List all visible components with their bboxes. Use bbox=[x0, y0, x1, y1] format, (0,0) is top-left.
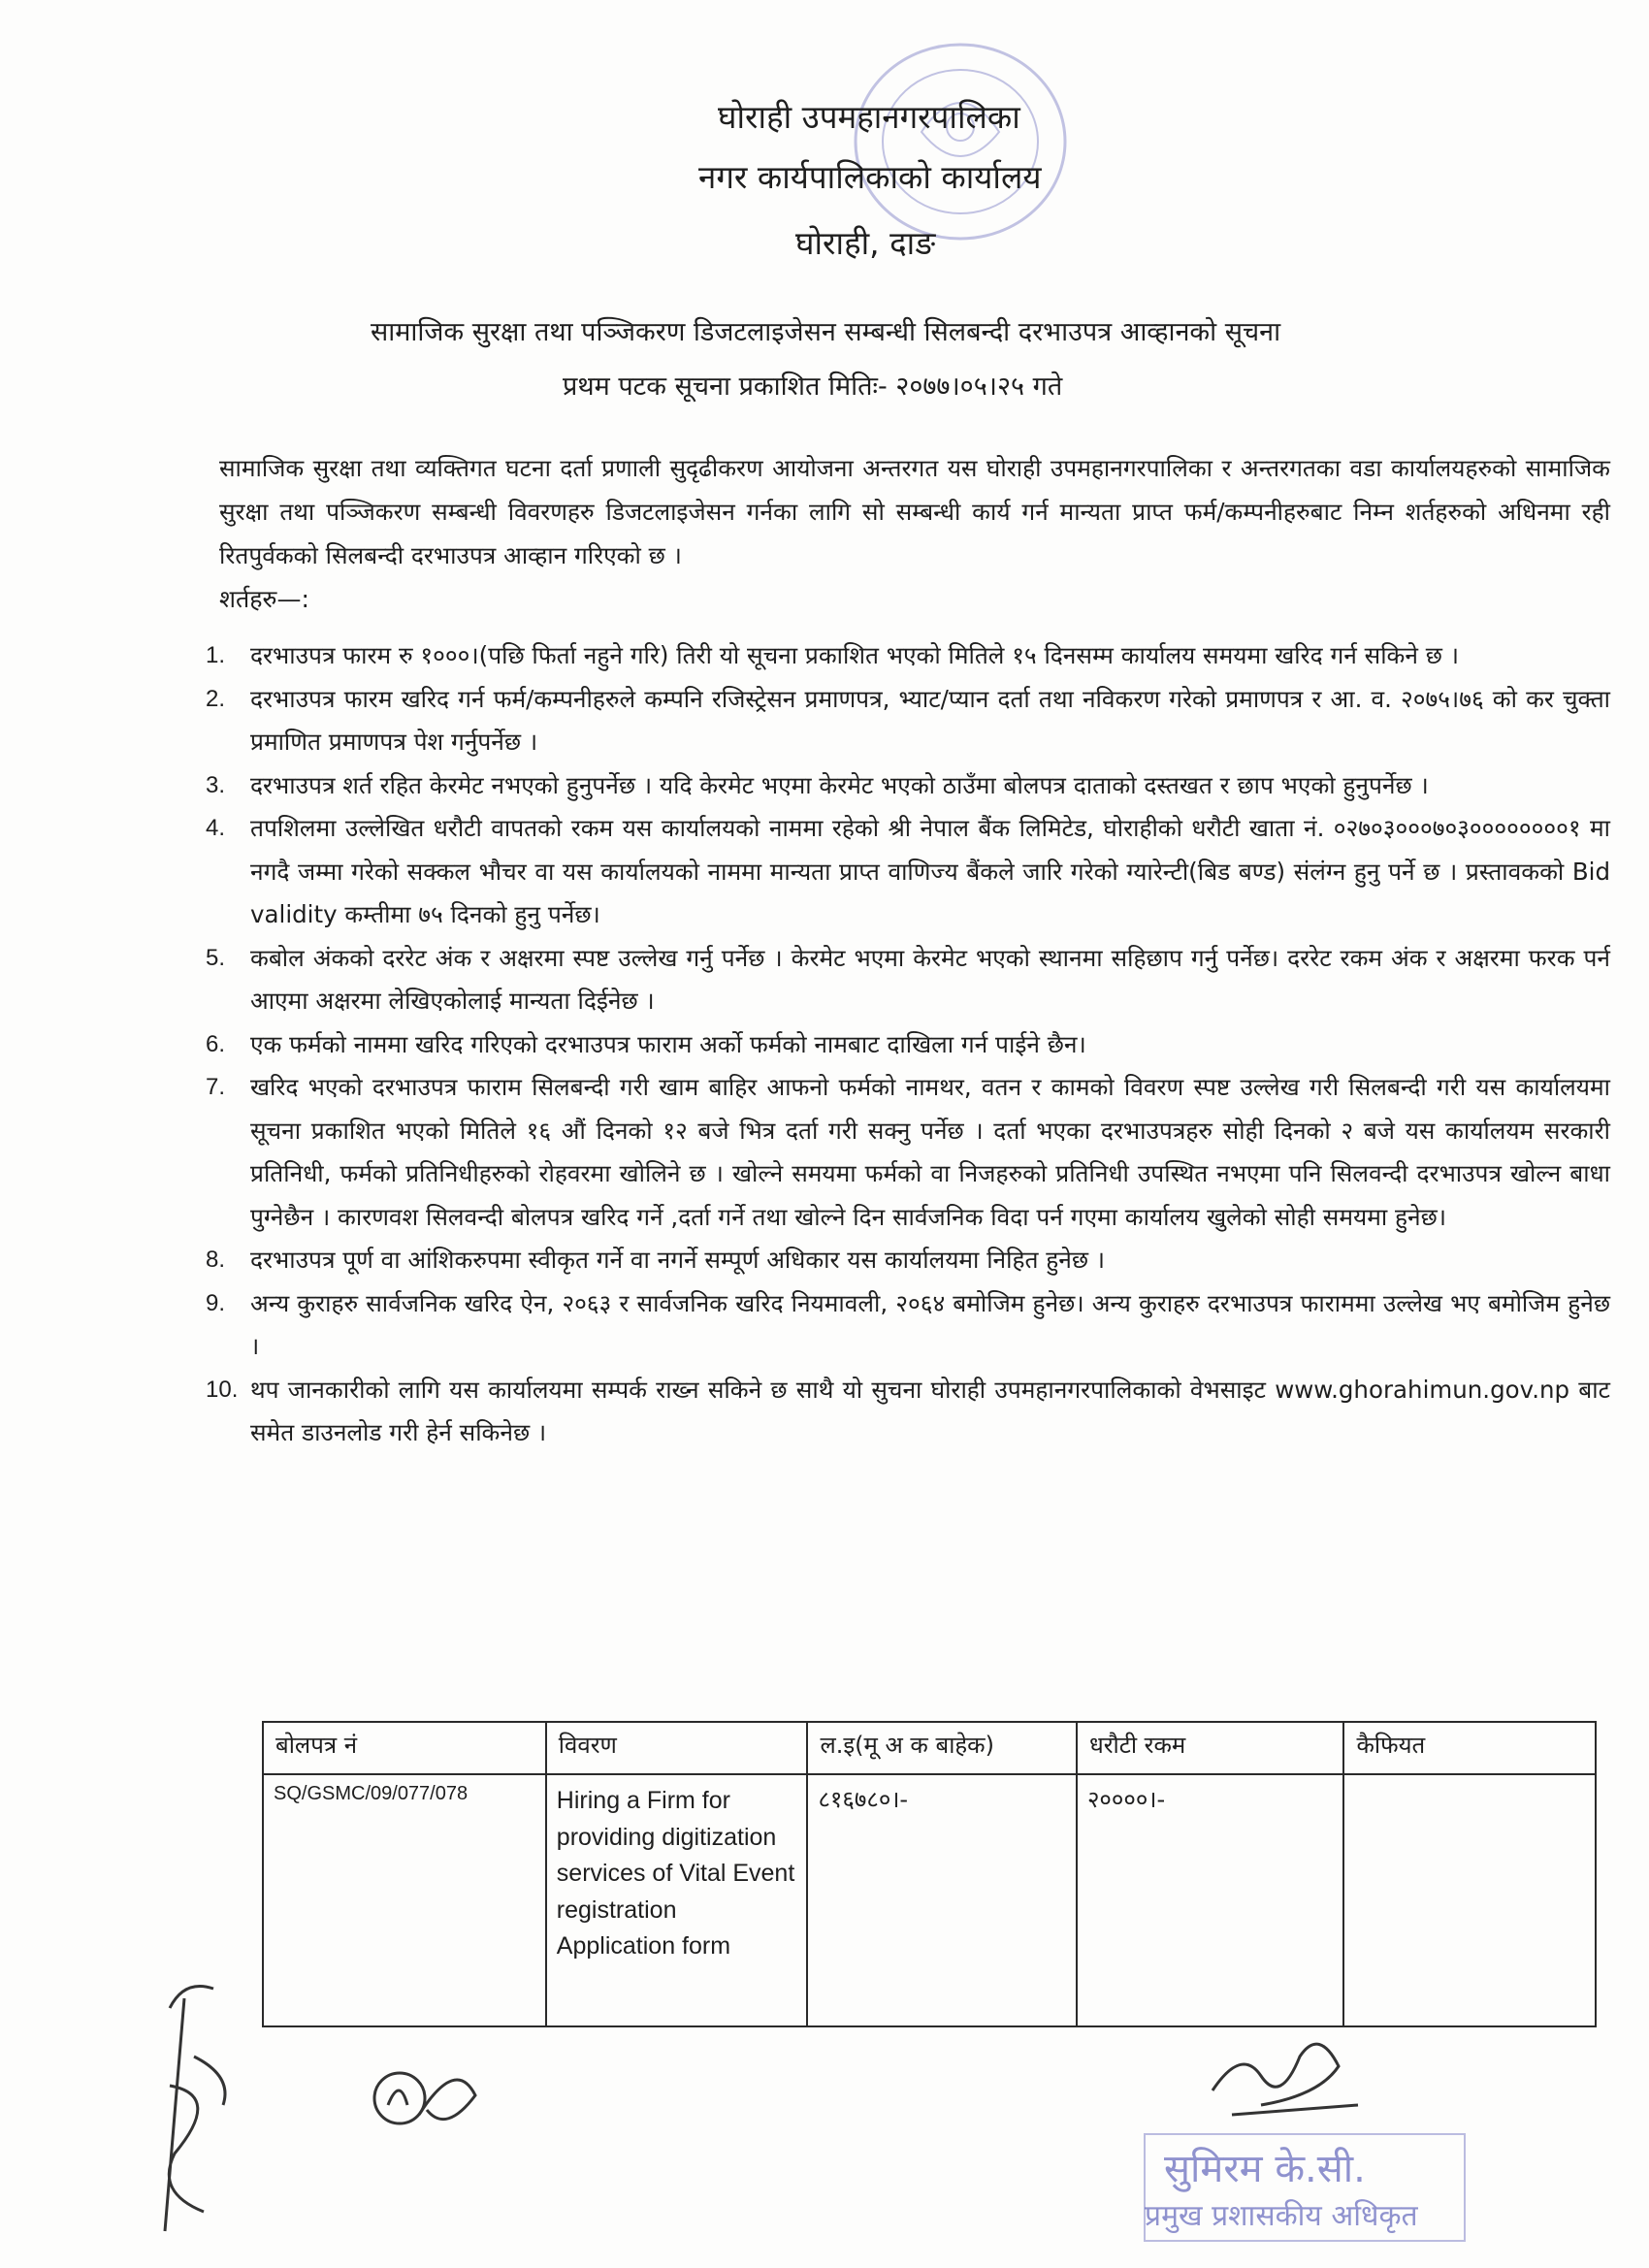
condition-text: दरभाउपत्र फारम खरिद गर्न फर्म/कम्पनीहरुले कम्पनि रजिस्ट्रेसन प्रमाणपत्र, भ्याट/प्यान दर्ता तथा नविकरण गरेको प्रमाणपत्र र आ. व. २०७५।७६ को कर चुक्ता प्रमाणित प्रमाणपत्र पेश गर्नुपर्नेछ । bbox=[250, 684, 1610, 756]
initials-circle bbox=[374, 2073, 425, 2123]
left-signature bbox=[165, 1987, 225, 2232]
column-header-cost-estimate: ल.इ(मू अ क बाहेक) bbox=[807, 1722, 1077, 1774]
tender-details-table bbox=[262, 1721, 1597, 2027]
table-row bbox=[263, 1774, 1596, 2026]
condition-text: खरिद भएको दरभाउपत्र फाराम सिलबन्दी गरी खाम बाहिर आफनो फर्मको नामथर, वतन र कामको विवरण स्पष्ट उल्लेख गरी सिलबन्दी गरी यस कार्यालयमा सूचना प्रकाशित भएको मितिले १६ औं दिनको १२ बजे भित्र दर्ता गरी सक्नु पर्नेछ । दर्ता भएका दरभाउपत्रहरु सोही दिनको २ बजे यस कार्यालयम सरकारी प्रतिनिधी, फर्मको प्रतिनिधीहरुको रोहवरमा खोलिने छ । खोल्ने समयमा फर्मको वा निजहरुको प्रतिनिधी उपस्थित नभएमा पनि सिलवन्दी दरभाउपत्र खोल्न बाधा पुग्नेछैन । कारणवश सिलवन्दी बोलपत्र खरिद गर्ने ,दर्ता गर्ने तथा खोल्ने दिन सार्वजनिक विदा पर्न गएमा कार्यालय खुलेको सोही समयमा हुनेछ। bbox=[250, 1073, 1610, 1231]
column-header-bid-security: धरौटी रकम bbox=[1077, 1722, 1343, 1774]
bid-number-cell: SQ/GSMC/09/077/078 bbox=[263, 1774, 546, 2026]
column-header-remarks: कैफियत bbox=[1343, 1722, 1596, 1774]
condition-item bbox=[194, 1066, 1610, 1239]
condition-number: 4. bbox=[206, 815, 226, 841]
condition-number: 10. bbox=[206, 1376, 239, 1403]
office-name: नगर कार्यपालिकाको कार्यालय bbox=[698, 158, 1042, 196]
stamp-officer-title: प्रमुख प्रशासकीय अधिकृत bbox=[1145, 2199, 1418, 2233]
table-header-row bbox=[263, 1722, 1596, 1774]
condition-item bbox=[194, 1023, 1610, 1067]
condition-text: दरभाउपत्र पूर्ण वा आंशिकरुपमा स्वीकृत गर्ने वा नगर्ने सम्पूर्ण अधिकार यस कार्यालयमा निहित हुनेछ । bbox=[250, 1246, 1106, 1274]
office-location: घोराही, दाङ bbox=[795, 224, 936, 262]
condition-item bbox=[194, 1369, 1610, 1455]
bid-security-cell: २००००।- bbox=[1077, 1774, 1343, 2026]
conditions-list bbox=[194, 634, 1610, 1455]
office-seal-stamp bbox=[844, 35, 1077, 248]
condition-item bbox=[194, 764, 1610, 808]
condition-number: 1. bbox=[206, 642, 226, 668]
remarks-cell bbox=[1343, 1774, 1596, 2026]
condition-item bbox=[194, 634, 1610, 678]
condition-text: तपशिलमा उल्लेखित धरौटी वापतको रकम यस कार्यालयको नाममा रहेको श्री नेपाल बैंक लिमिटेड, घोराहीको धरौटी खाता नं. ०२७०३०००७०३००००००००१ मा नगदै जम्मा गरेको सक्कल भौचर वा यस कार्यालयको नाममा मान्यता प्राप्त वाणिज्य बैंकले जारि गरेको ग्यारेन्टी(बिड बण्ड) संलंग्न हुनु पर्ने छ । प्रस्तावकको Bid validity कम्तीमा ७५ दिनको हुनु पर्नेछ। bbox=[250, 814, 1610, 928]
condition-text: एक फर्मको नाममा खरिद गरिएको दरभाउपत्र फाराम अर्को फर्मको नामबाट दाखिला गर्न पाईने छैन। bbox=[250, 1029, 1086, 1058]
column-header-description: विवरण bbox=[546, 1722, 808, 1774]
condition-item bbox=[194, 1239, 1610, 1282]
condition-number: 7. bbox=[206, 1074, 226, 1100]
cost-estimate-cell: ८१६७८०।- bbox=[807, 1774, 1077, 2026]
condition-text: थप जानकारीको लागि यस कार्यालयमा सम्पर्क राख्न सकिने छ साथै यो सुचना घोराही उपमहानगरपालिकाको वेभसाइट www.ghorahimun.gov.np बाट समेत डाउनलोड गरी हेर्न सकिनेछ । bbox=[250, 1375, 1610, 1446]
municipality-name: घोराही उपमहानगरपालिका bbox=[718, 98, 1020, 136]
stamp-officer-name: सुमिरम के.सी. bbox=[1164, 2147, 1366, 2191]
condition-number: 3. bbox=[206, 771, 226, 798]
right-signature bbox=[1212, 2044, 1358, 2115]
initials-mark bbox=[388, 2080, 475, 2120]
condition-item bbox=[194, 937, 1610, 1023]
condition-number: 5. bbox=[206, 944, 226, 971]
condition-text: दरभाउपत्र फारम रु १०००।(पछि फिर्ता नहुने गरि) तिरी यो सूचना प्रकाशित भएको मितिले १५ दिनसम्म कार्यालय समयमा खरिद गर्न सकिने छ । bbox=[250, 641, 1460, 669]
conditions-heading: शर्तहरु—: bbox=[219, 585, 309, 613]
intro-paragraph: सामाजिक सुरक्षा तथा व्यक्तिगत घटना दर्ता प्रणाली सुदृढीकरण आयोजना अन्तरगत यस घोराही उपमहानगरपालिका र अन्तरगतका वडा कार्यालयहरुको सामाजिक सुरक्षा तथा पञ्जिकरण सम्बन्धी विवरणहरु डिजटलाइजेसन गर्नका लागि सो सम्बन्धी कार्य गर्न मान्यता प्राप्त फर्म/कम्पनीहरुबाट निम्न शर्तहरुको अधिनमा रही रितपुर्वकको सिलबन्दी दरभाउपत्र आव्हान गरिएको छ । bbox=[219, 454, 1610, 569]
condition-text: अन्य कुराहरु सार्वजनिक खरिद ऐन, २०६३ र सार्वजनिक खरिद नियमावली, २०६४ बमोजिम हुनेछ। अन्य कुराहरु दरभाउपत्र फाराममा उल्लेख भए बमोजिम हुनेछ । bbox=[250, 1288, 1610, 1360]
condition-item bbox=[194, 678, 1610, 764]
condition-text: दरभाउपत्र शर्त रहित केरमेट नभएको हुनुपर्नेछ । यदि केरमेट भएमा केरमेट भएको ठाउँमा बोलपत्र दाताको दस्तखत र छाप भएको हुनुपर्नेछ । bbox=[250, 770, 1429, 799]
condition-number: 2. bbox=[206, 685, 226, 712]
condition-text: कबोल अंकको दररेट अंक र अक्षरमा स्पष्ट उल्लेख गर्नु पर्नेछ । केरमेट भएमा केरमेट भएको स्थानमा सहिछाप गर्नु पर्नेछ। दररेट रकम अंक र अक्षरमा फरक पर्न आएमा अक्षरमा लेखिएकोलाई मान्यता दिईनेछ । bbox=[250, 943, 1610, 1015]
condition-number: 6. bbox=[206, 1030, 226, 1057]
condition-item bbox=[194, 807, 1610, 937]
publication-date: प्रथम पटक सूचना प्रकाशित मितिः- २०७७।०५।२५ गते bbox=[563, 372, 1063, 402]
condition-number: 9. bbox=[206, 1289, 226, 1316]
condition-item bbox=[194, 1282, 1610, 1369]
condition-number: 8. bbox=[206, 1247, 226, 1273]
notice-subject: सामाजिक सुरक्षा तथा पञ्जिकरण डिजटलाइजेसन सम्बन्धी सिलबन्दी दरभाउपत्र आव्हानको सूचना bbox=[371, 317, 1281, 347]
column-header-bid-number: बोलपत्र नं bbox=[263, 1722, 546, 1774]
description-cell: Hiring a Firm for providing digitization services of Vital Event registration Application form bbox=[546, 1774, 808, 2026]
